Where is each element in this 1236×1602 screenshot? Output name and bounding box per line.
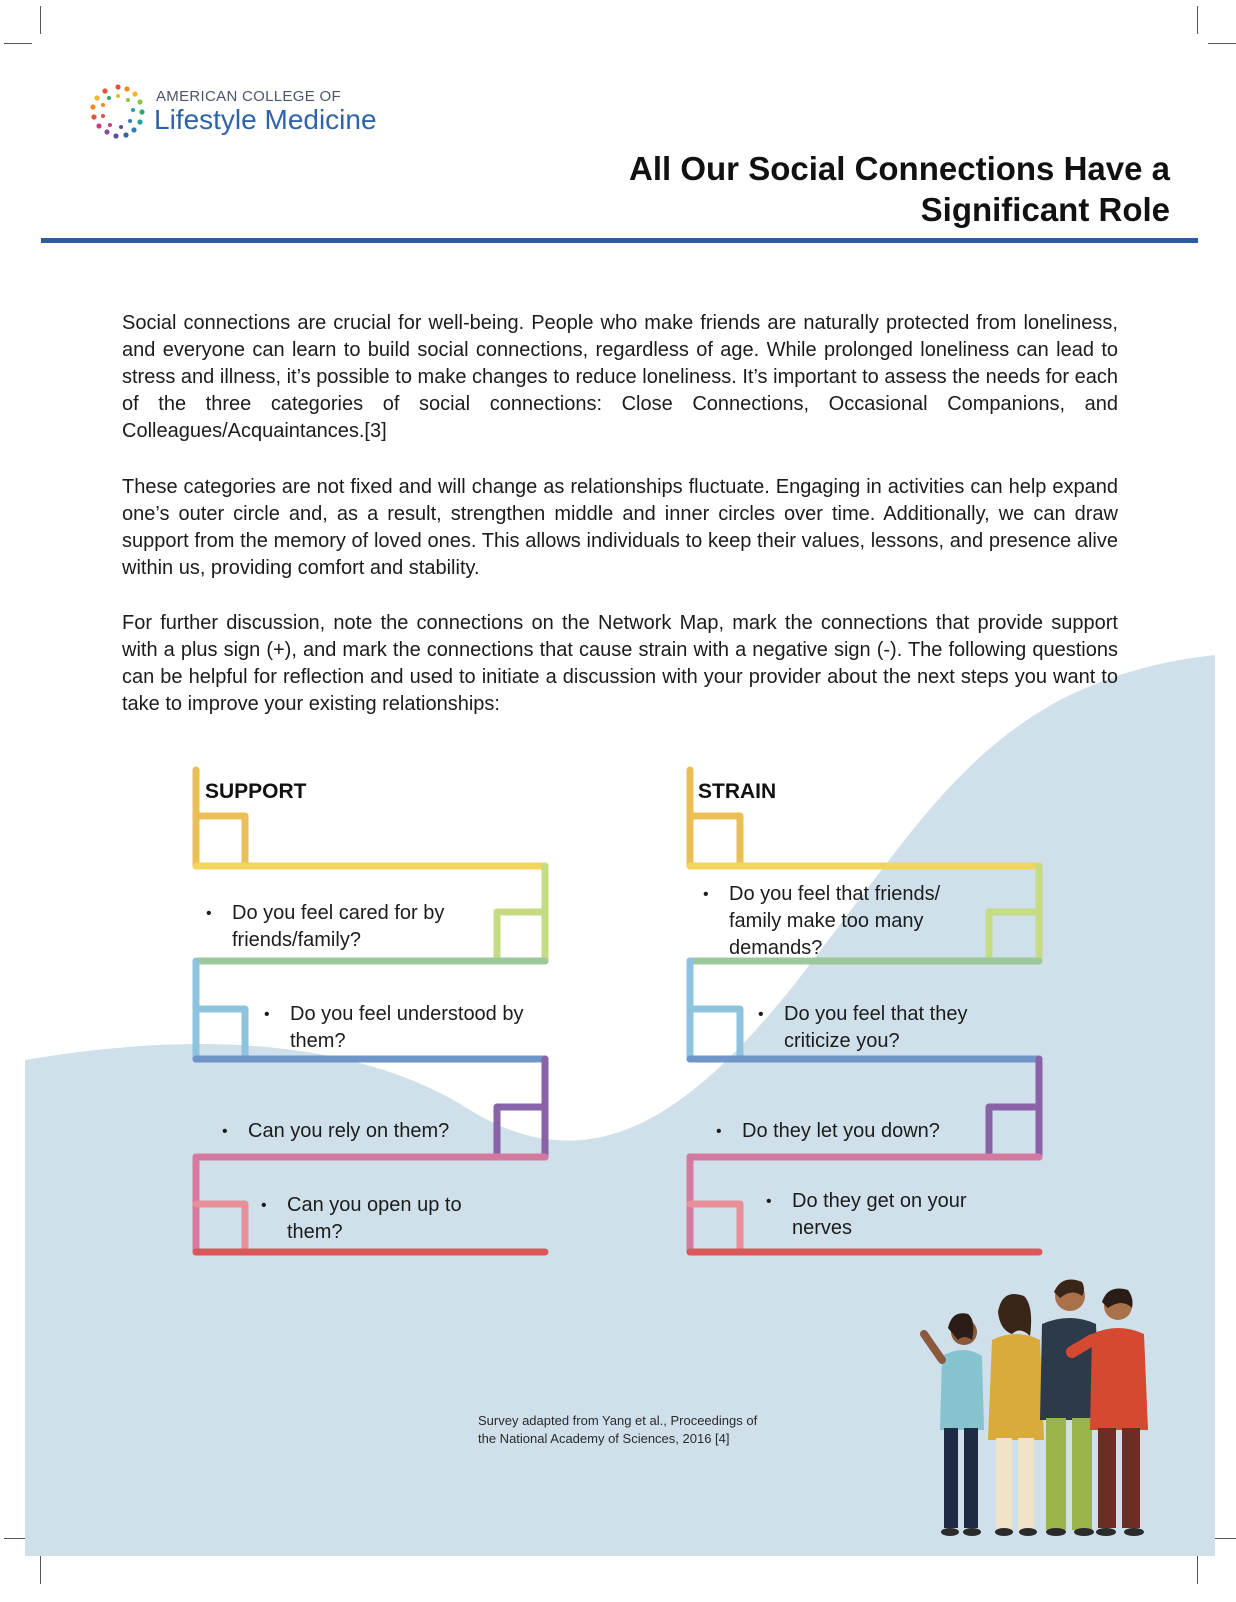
question-text: Do you feel that they criticize you? (784, 1003, 968, 1052)
paragraph-1: Social connections are crucial for well-being. People who make friends are naturally protected from loneliness, and everyone can learn to build social connections, regardless of age. While prolonged loneliness can lead to stress and illness, it’s possible to make changes to reduce loneliness. It’s important to assess the needs for each of the three categories of social connections: Close Connections, Occasional Companions, and Colleagues/Acquaintances.[3] (122, 312, 1118, 442)
bullet-icon: • (222, 1123, 228, 1140)
citation-note: Survey adapted from Yang et al., Proceedings of the National Academy of Sciences, 2016 [4] (478, 1413, 758, 1446)
question-text: Do they let you down? (742, 1120, 940, 1142)
support-question-1 (206, 900, 482, 954)
bullet-icon: • (703, 886, 709, 903)
logo-line-1: AMERICAN COLLEGE OF (156, 88, 341, 105)
strain-heading: STRAIN (698, 780, 777, 803)
support-question-2 (264, 1001, 560, 1055)
strain-question-1 (703, 881, 969, 962)
question-text: Do you feel cared for by friends/family? (232, 902, 445, 951)
strain-question-4 (766, 1188, 1012, 1242)
support-question-4 (261, 1192, 487, 1246)
strain-question-3 (716, 1118, 982, 1145)
person-1 (924, 1313, 984, 1536)
question-text: Can you rely on them? (248, 1120, 450, 1142)
question-text: Do you feel that friends/ family make too many demands? (729, 883, 941, 959)
question-text: Do they get on your nerves (792, 1190, 967, 1239)
support-heading: SUPPORT (205, 780, 307, 803)
bullet-icon: • (261, 1197, 267, 1214)
support-question-3 (222, 1118, 488, 1145)
logo-line-2: Lifestyle Medicine (154, 104, 377, 135)
page-title-line-1: All Our Social Connections Have a (629, 150, 1170, 187)
bullet-icon: • (264, 1006, 270, 1023)
question-text: Can you open up to them? (287, 1194, 462, 1243)
strain-question-2 (758, 1001, 1004, 1055)
paragraph-2: These categories are not fixed and will change as relationships fluctuate. Engaging in activities can help expand one’s outer circle and, as a result, strengthen middle and inner circles over time. Additionally, we can draw support from the memory of loved ones. This allows individuals to keep their values, lessons, and presence alive within us, providing comfort and stability. (122, 476, 1118, 579)
bullet-icon: • (716, 1123, 722, 1140)
page-title-line-2: Significant Role (920, 191, 1170, 228)
question-text: Do you feel understood by them? (290, 1003, 524, 1052)
person-2 (988, 1294, 1044, 1536)
bullet-icon: • (206, 905, 212, 922)
bullet-icon: • (758, 1006, 764, 1023)
people-illustration (912, 1270, 1202, 1550)
paragraph-3: For further discussion, note the connections on the Network Map, mark the connections that provide support with a plus sign (+), and mark the connections that cause strain with a negative sign (-). The following questions can be helpful for reflection and used to initiate a discussion with your provider about the next steps you want to take to improve your existing relationships: (122, 612, 1118, 715)
bullet-icon: • (766, 1193, 772, 1210)
